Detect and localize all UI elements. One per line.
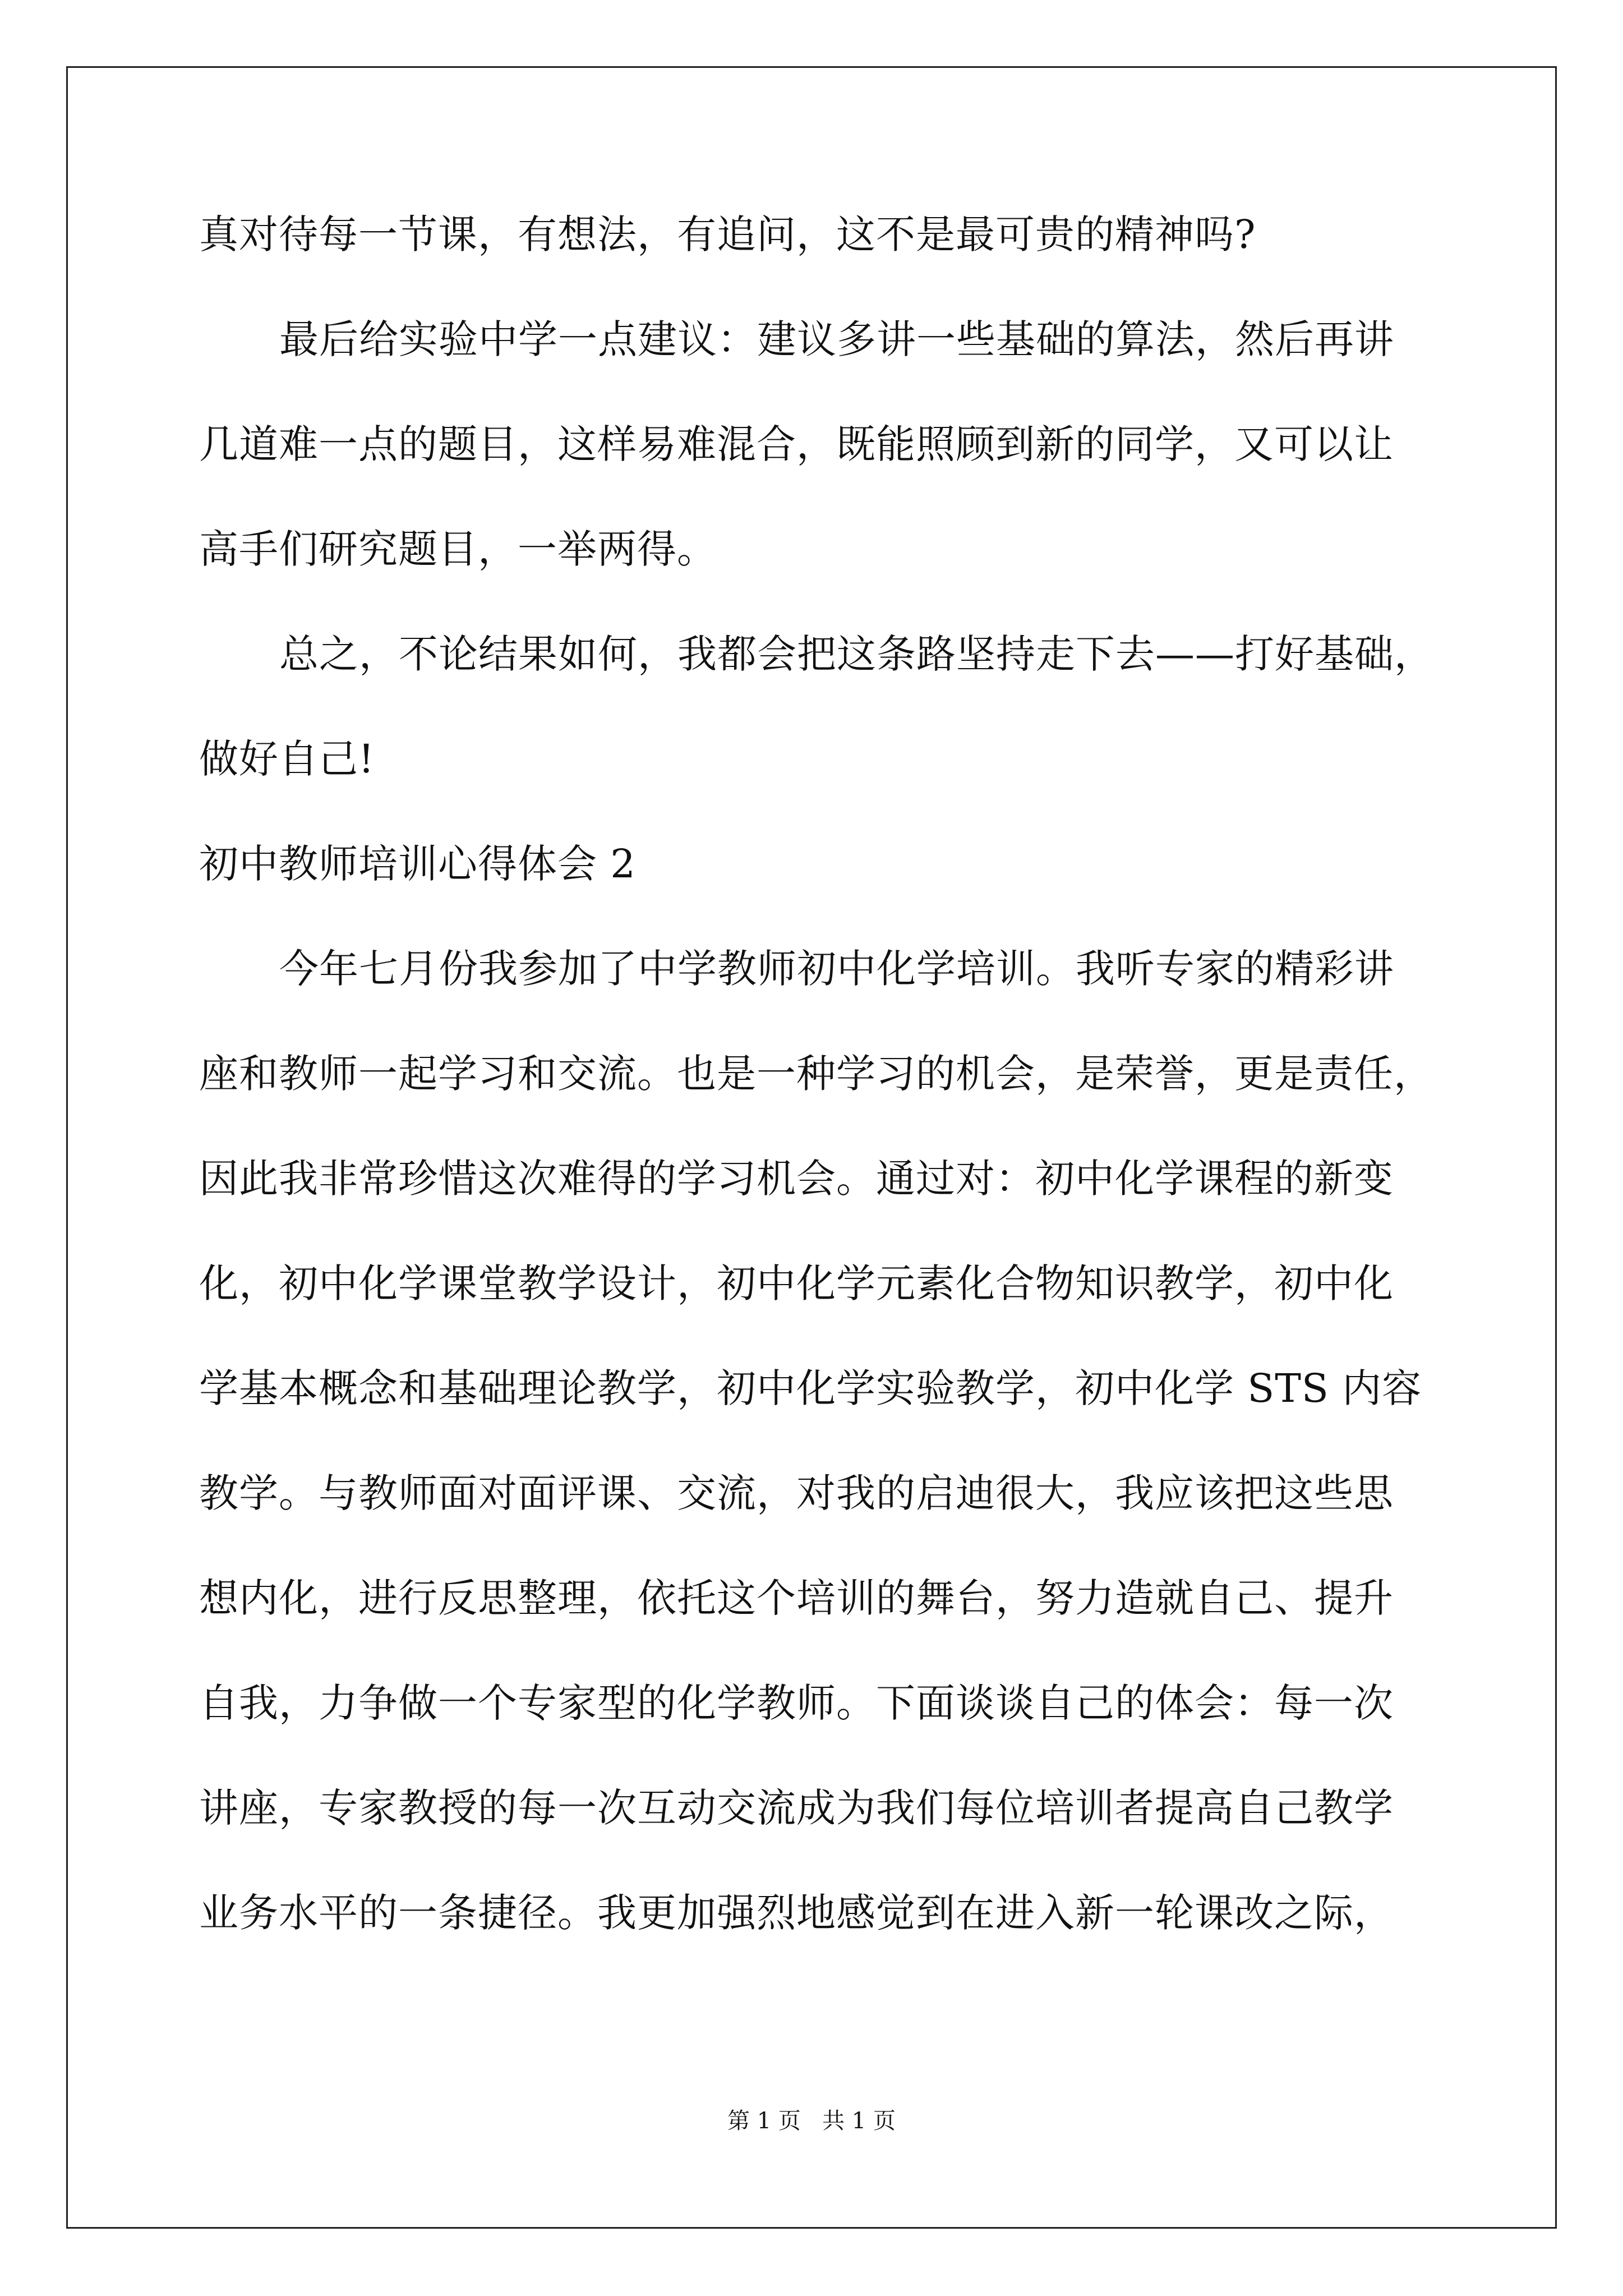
text-line: 学基本概念和基础理论教学，初中化学实验教学，初中化学 STS 内容: [199, 1365, 1422, 1411]
text-line: 讲座，专家教授的每一次互动交流成为我们每位培训者提高自己教学: [199, 1785, 1394, 1831]
paragraph-start: 今年七月份我参加了中学教师初中化学培训。我听专家的精彩讲: [279, 946, 1394, 992]
text-line: 化，初中化学课堂教学设计，初中化学元素化合物知识教学，初中化: [199, 1260, 1394, 1306]
text-line: 教学。与教师面对面评课、交流，对我的启迪很大，我应该把这些思: [199, 1470, 1394, 1516]
text-line: 自我，力争做一个专家型的化学教师。下面谈谈自己的体会：每一次: [199, 1680, 1394, 1726]
text-line: 真对待每一节课，有想法，有追问，这不是最可贵的精神吗?: [199, 211, 1256, 257]
paragraph-start: 最后给实验中学一点建议：建议多讲一些基础的算法，然后再讲: [279, 316, 1394, 362]
text-line: 因此我非常珍惜这次难得的学习机会。通过对：初中化学课程的新变: [199, 1156, 1394, 1202]
paragraph-start: 总之，不论结果如何，我都会把这条路坚持走下去——打好基础，: [279, 631, 1434, 677]
text-line: 座和教师一起学习和交流。也是一种学习的机会，是荣誉，更是责任，: [199, 1051, 1433, 1097]
text-line: 几道难一点的题目，这样易难混合，既能照顾到新的同学，又可以让: [199, 421, 1394, 467]
text-line: 想内化，进行反思整理，依托这个培训的舞台，努力造就自己、提升: [199, 1575, 1394, 1621]
text-line: 业务水平的一条捷径。我更加强烈地感觉到在进入新一轮课改之际，: [199, 1890, 1394, 1936]
text-line: 做好自己!: [199, 736, 375, 782]
page-footer: 第 1 页 共 1 页: [727, 2108, 896, 2134]
text-line: 高手们研究题目，一举两得。: [199, 526, 717, 572]
section-heading: 初中教师培训心得体会 2: [199, 841, 636, 887]
document-body: [199, 213, 1441, 1996]
